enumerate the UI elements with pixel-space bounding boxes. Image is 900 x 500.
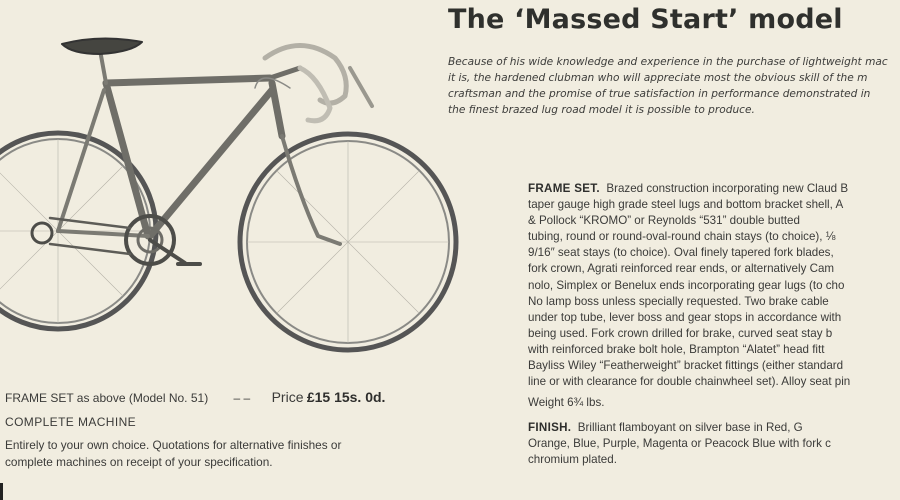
spec-line: with reinforced brake bolt hole, Brampton “Alatet” head fitt [528, 342, 825, 356]
spec-line: being used. Fork crown drilled for brake, curved seat stay b [528, 326, 833, 340]
spec-line: No lamp boss unless specially requested. Two brake cable [528, 294, 829, 308]
spec-line: fork crown, Agrati reinforced rear ends, or alternatively Cam [528, 262, 835, 276]
page-edge-mark [0, 483, 3, 500]
complete-machine-heading: COMPLETE MACHINE [5, 415, 137, 429]
spec-line: & Pollock “KROMO” or Reynolds “531” double butted [528, 214, 800, 228]
intro-paragraph [448, 54, 900, 118]
finish-first-line [528, 420, 900, 436]
spec-line: under top tube, lever boss and gear stops in accordance with [528, 310, 842, 324]
intro-line: it is, the hardened clubman who will appreciate most the obvious skill of the m [448, 72, 868, 84]
spec-line: line or with clearance for double chainwheel set). Alloy seat pin [528, 375, 851, 389]
intro-line: the finest brazed lug road model it is possible to produce. [448, 104, 755, 116]
spec-line: 9/16″ seat stays (to choice). Oval finely tapered fork blades, [528, 246, 834, 260]
intro-line: Because of his wide knowledge and experience in the purchase of lightweight mac [448, 56, 888, 68]
frame-set-spec [528, 181, 900, 411]
spec-line: Brazed construction incorporating new Claud B [606, 182, 849, 195]
intro-line: craftsman and the promise of true satisfaction in performance demonstrated in [448, 88, 871, 100]
bicycle-illustration [0, 28, 470, 373]
finish-line: Orange, Blue, Purple, Magenta or Peacock Blue with fork c [528, 437, 831, 451]
finish-heading: FINISH. [528, 421, 572, 434]
desc-line: complete machines on receipt of your specification. [5, 454, 273, 469]
finish-line: chromium plated. [528, 453, 617, 467]
frame-set-heading: FRAME SET. [528, 182, 600, 195]
complete-machine-description [5, 437, 445, 470]
price-dashes: – – [233, 391, 251, 405]
price-row [5, 389, 385, 405]
finish-line: Brilliant flamboyant on silver base in Red, G [577, 421, 803, 434]
price-value: £15 15s. 0d. [306, 389, 386, 405]
spec-line: nolo, Simplex or Benelux ends incorporating gear lugs (to cho [528, 278, 845, 292]
frame-set-price-label: FRAME SET as above (Model No. 51) [5, 391, 209, 405]
spec-line: Bayliss Wiley “Featherweight” bracket fittings (either standard [528, 359, 844, 373]
price-label: Price [271, 389, 304, 405]
spec-line: taper gauge high grade steel lugs and bottom bracket shell, A [528, 198, 844, 212]
page-title: The ‘Massed Start’ model [448, 4, 843, 35]
spec-first-line [528, 181, 900, 197]
spec-line: tubing, round or round-oval-round chain stays (to choice), ⅛ [528, 230, 836, 244]
finish-spec [528, 420, 900, 469]
frame-weight: Weight 6¾ lbs. [528, 396, 605, 410]
desc-line: Entirely to your own choice. Quotations for alternative finishes or [5, 438, 342, 452]
